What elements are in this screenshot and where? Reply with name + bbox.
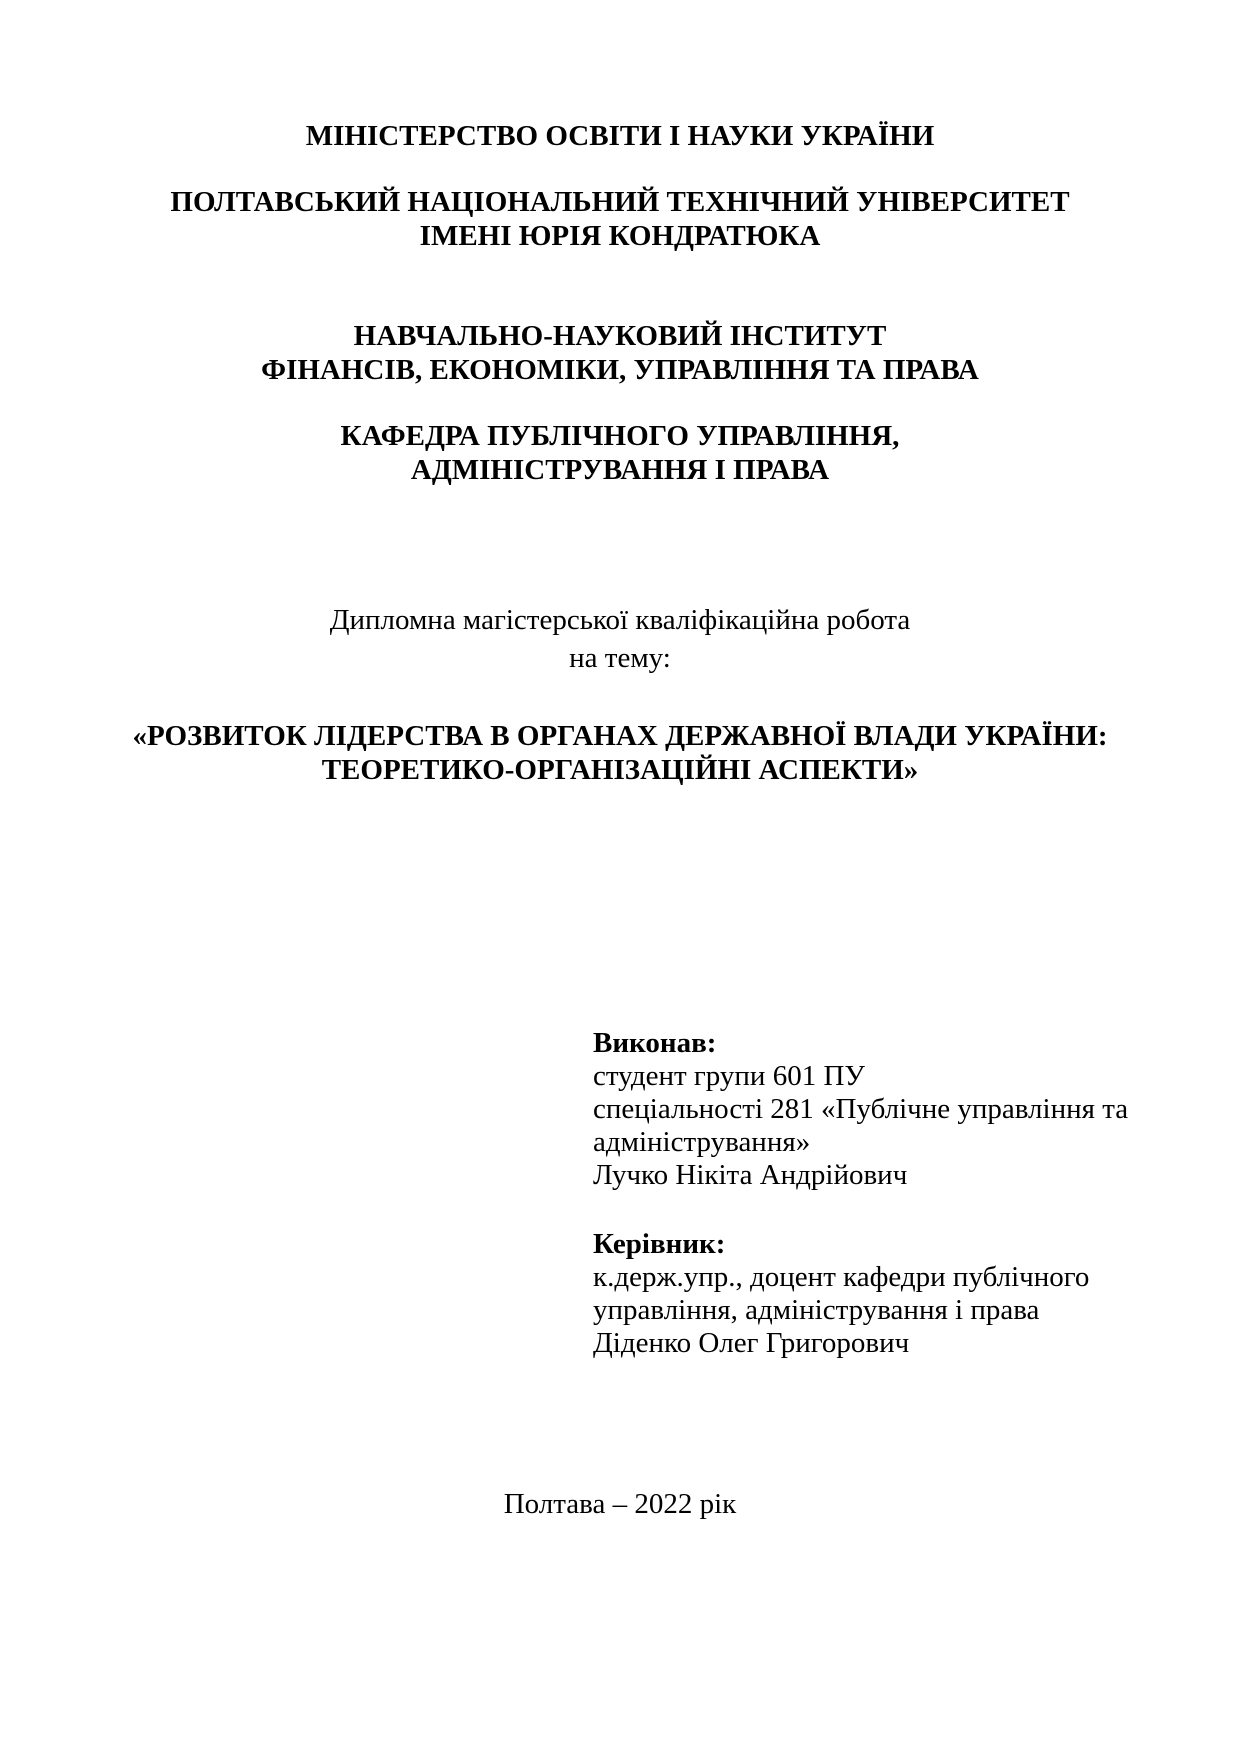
university-name-line-1: ПОЛТАВСЬКИЙ НАЦІОНАЛЬНИЙ ТЕХНІЧНИЙ УНІВЕРСИТЕТ bbox=[170, 186, 1070, 218]
performer-line: адміністрування» bbox=[593, 1126, 811, 1158]
institute-name-line-1: НАВЧАЛЬНО-НАУКОВИЙ ІНСТИТУТ bbox=[353, 320, 887, 352]
university-name-line-2: ІМЕНІ ЮРІЯ КОНДРАТЮКА bbox=[419, 220, 821, 252]
performer-line: студент групи 601 ПУ bbox=[593, 1060, 865, 1092]
performer-label: Виконав: bbox=[593, 1027, 717, 1059]
department-name-line-1: КАФЕДРА ПУБЛІЧНОГО УПРАВЛІННЯ, bbox=[340, 420, 900, 452]
work-type-line-1: Дипломна магістерської кваліфікаційна робота bbox=[329, 604, 911, 636]
supervisor-line: управління, адміністрування і права bbox=[593, 1294, 1040, 1326]
thesis-title-line-2: ТЕОРЕТИКО-ОРГАНІЗАЦІЙНІ АСПЕКТИ» bbox=[321, 754, 919, 786]
performer-line: спеціальності 281 «Публічне управління та bbox=[593, 1093, 1129, 1125]
thesis-title-line-1: «РОЗВИТОК ЛІДЕРСТВА В ОРГАНАХ ДЕРЖАВНОЇ ВЛАДИ УКРАЇНИ: bbox=[132, 720, 1108, 752]
work-type-line-2: на тему: bbox=[569, 642, 671, 674]
supervisor-block bbox=[593, 1228, 1213, 1360]
ministry-heading: МІНІСТЕРСТВО ОСВІТИ І НАУКИ УКРАЇНИ bbox=[305, 120, 935, 152]
department-name-line-2: АДМІНІСТРУВАННЯ І ПРАВА bbox=[410, 454, 830, 486]
supervisor-name: Діденко Олег Григорович bbox=[593, 1327, 910, 1359]
performer-name: Лучко Нікіта Андрійович bbox=[593, 1159, 908, 1191]
city-year: Полтава – 2022 рік bbox=[503, 1488, 737, 1520]
supervisor-label: Керівник: bbox=[593, 1228, 726, 1260]
performer-block bbox=[593, 1027, 1213, 1192]
supervisor-line: к.держ.упр., доцент кафедри публічного bbox=[593, 1261, 1090, 1293]
institute-name-line-2: ФІНАНСІВ, ЕКОНОМІКИ, УПРАВЛІННЯ ТА ПРАВА bbox=[261, 354, 979, 386]
